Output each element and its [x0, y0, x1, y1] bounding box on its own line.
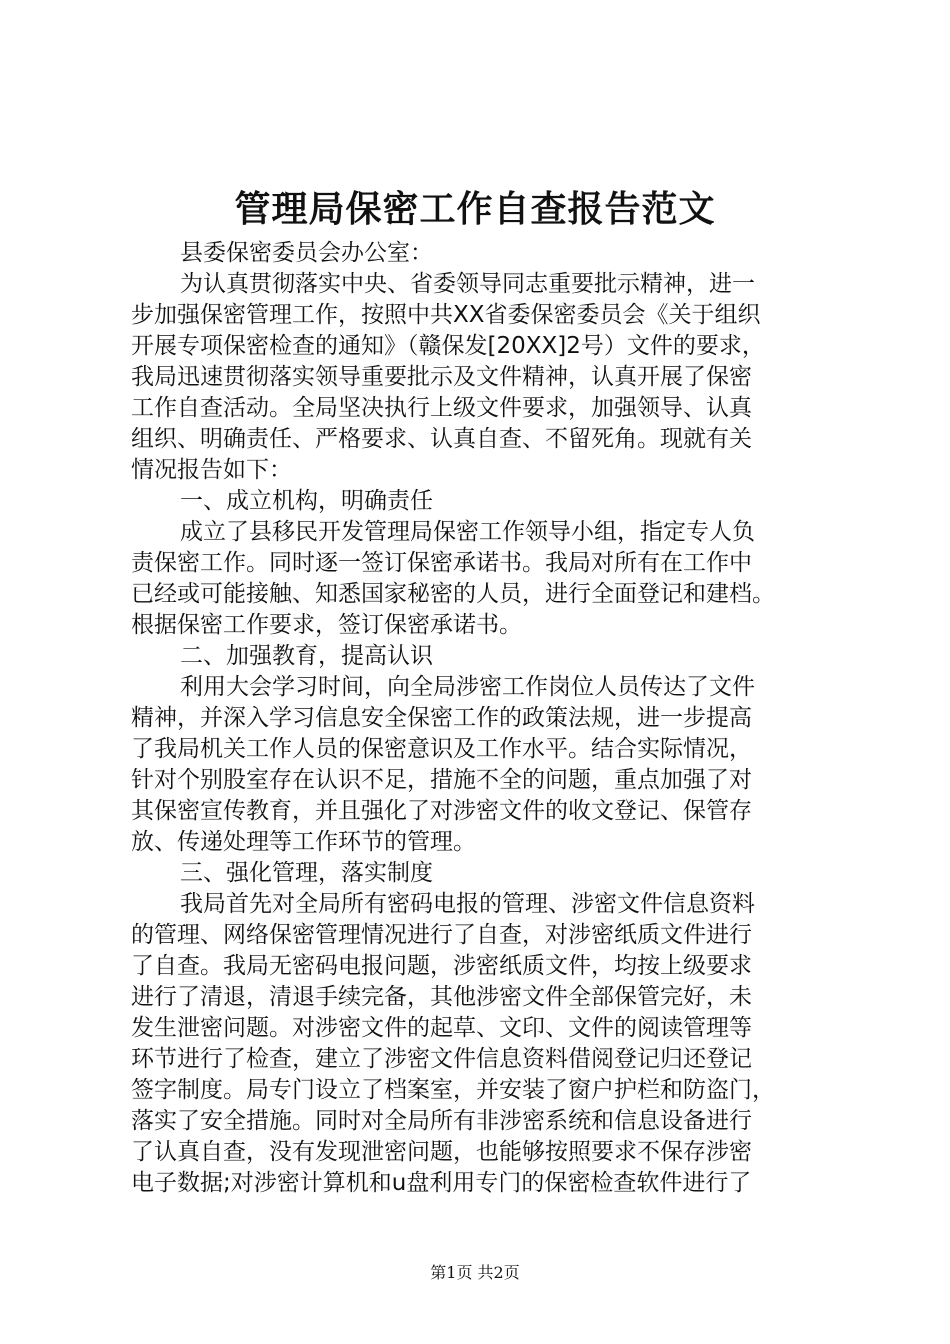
- body-line: 根据保密工作要求，签订保密承诺书。: [131, 612, 522, 638]
- body-line: 电子数据;对涉密计算机和u盘利用专门的保密检查软件进行了: [131, 1170, 752, 1196]
- body-line: 已经或可能接触、知悉国家秘密的人员，进行全面登记和建档。: [131, 581, 775, 607]
- body-line: 情况报告如下：: [131, 457, 292, 483]
- body-line: 我局迅速贯彻落实领导重要批示及文件精神，认真开展了保密: [131, 364, 752, 390]
- body-line: 了我局机关工作人员的保密意识及工作水平。结合实际情况，: [131, 736, 752, 762]
- body-line: 开展专项保密检查的通知》（赣保发[20XX]2号）文件的要求，: [131, 333, 765, 359]
- document-body: [131, 238, 831, 1199]
- body-line: 进行了清退，清退手续完备，其他涉密文件全部保管完好，未: [131, 984, 752, 1010]
- body-line: 环节进行了检查，建立了涉密文件信息资料借阅登记归还登记: [131, 1046, 752, 1072]
- body-line: 为认真贯彻落实中央、省委领导同志重要批示精神，进一: [180, 271, 755, 297]
- body-line: 精神，并深入学习信息安全保密工作的政策法规，进一步提高: [131, 705, 752, 731]
- body-line: 的管理、网络保密管理情况进行了自查，对涉密纸质文件进行: [131, 922, 752, 948]
- body-line: 二、加强教育，提高认识: [180, 643, 433, 669]
- body-line: 我局首先对全局所有密码电报的管理、涉密文件信息资料: [180, 891, 755, 917]
- body-line: 放、传递处理等工作环节的管理。: [131, 829, 476, 855]
- body-line: 其保密宣传教育，并且强化了对涉密文件的收文登记、保管存: [131, 798, 752, 824]
- body-line: 责保密工作。同时逐一签订保密承诺书。我局对所有在工作中: [131, 550, 752, 576]
- document-title: 管理局保密工作自查报告范文: [234, 188, 716, 230]
- body-line: 落实了安全措施。同时对全局所有非涉密系统和信息设备进行: [131, 1108, 752, 1134]
- body-line: 县委保密委员会办公室：: [180, 240, 433, 266]
- body-line: 一、成立机构，明确责任: [180, 488, 433, 514]
- body-line: 三、强化管理，落实制度: [180, 860, 433, 886]
- body-line: 步加强保密管理工作，按照中共XX省委保密委员会《关于组织: [131, 302, 761, 328]
- body-line: 工作自查活动。全局坚决执行上级文件要求，加强领导、认真: [131, 395, 752, 421]
- body-line: 针对个别股室存在认识不足，措施不全的问题，重点加强了对: [131, 767, 752, 793]
- body-line: 了认真自查，没有发现泄密问题，也能够按照要求不保存涉密: [131, 1139, 752, 1165]
- body-line: 组织、明确责任、严格要求、认真自查、不留死角。现就有关: [131, 426, 752, 452]
- body-line: 利用大会学习时间，向全局涉密工作岗位人员传达了文件: [180, 674, 755, 700]
- body-line: 成立了县移民开发管理局保密工作领导小组，指定专人负: [180, 519, 755, 545]
- body-line: 发生泄密问题。对涉密文件的起草、文印、文件的阅读管理等: [131, 1015, 752, 1041]
- body-line: 了自查。我局无密码电报问题，涉密纸质文件，均按上级要求: [131, 953, 752, 979]
- page-footer: 第1页 共2页: [430, 1263, 520, 1282]
- body-line: 签字制度。局专门设立了档案室，并安装了窗户护栏和防盗门，: [131, 1077, 775, 1103]
